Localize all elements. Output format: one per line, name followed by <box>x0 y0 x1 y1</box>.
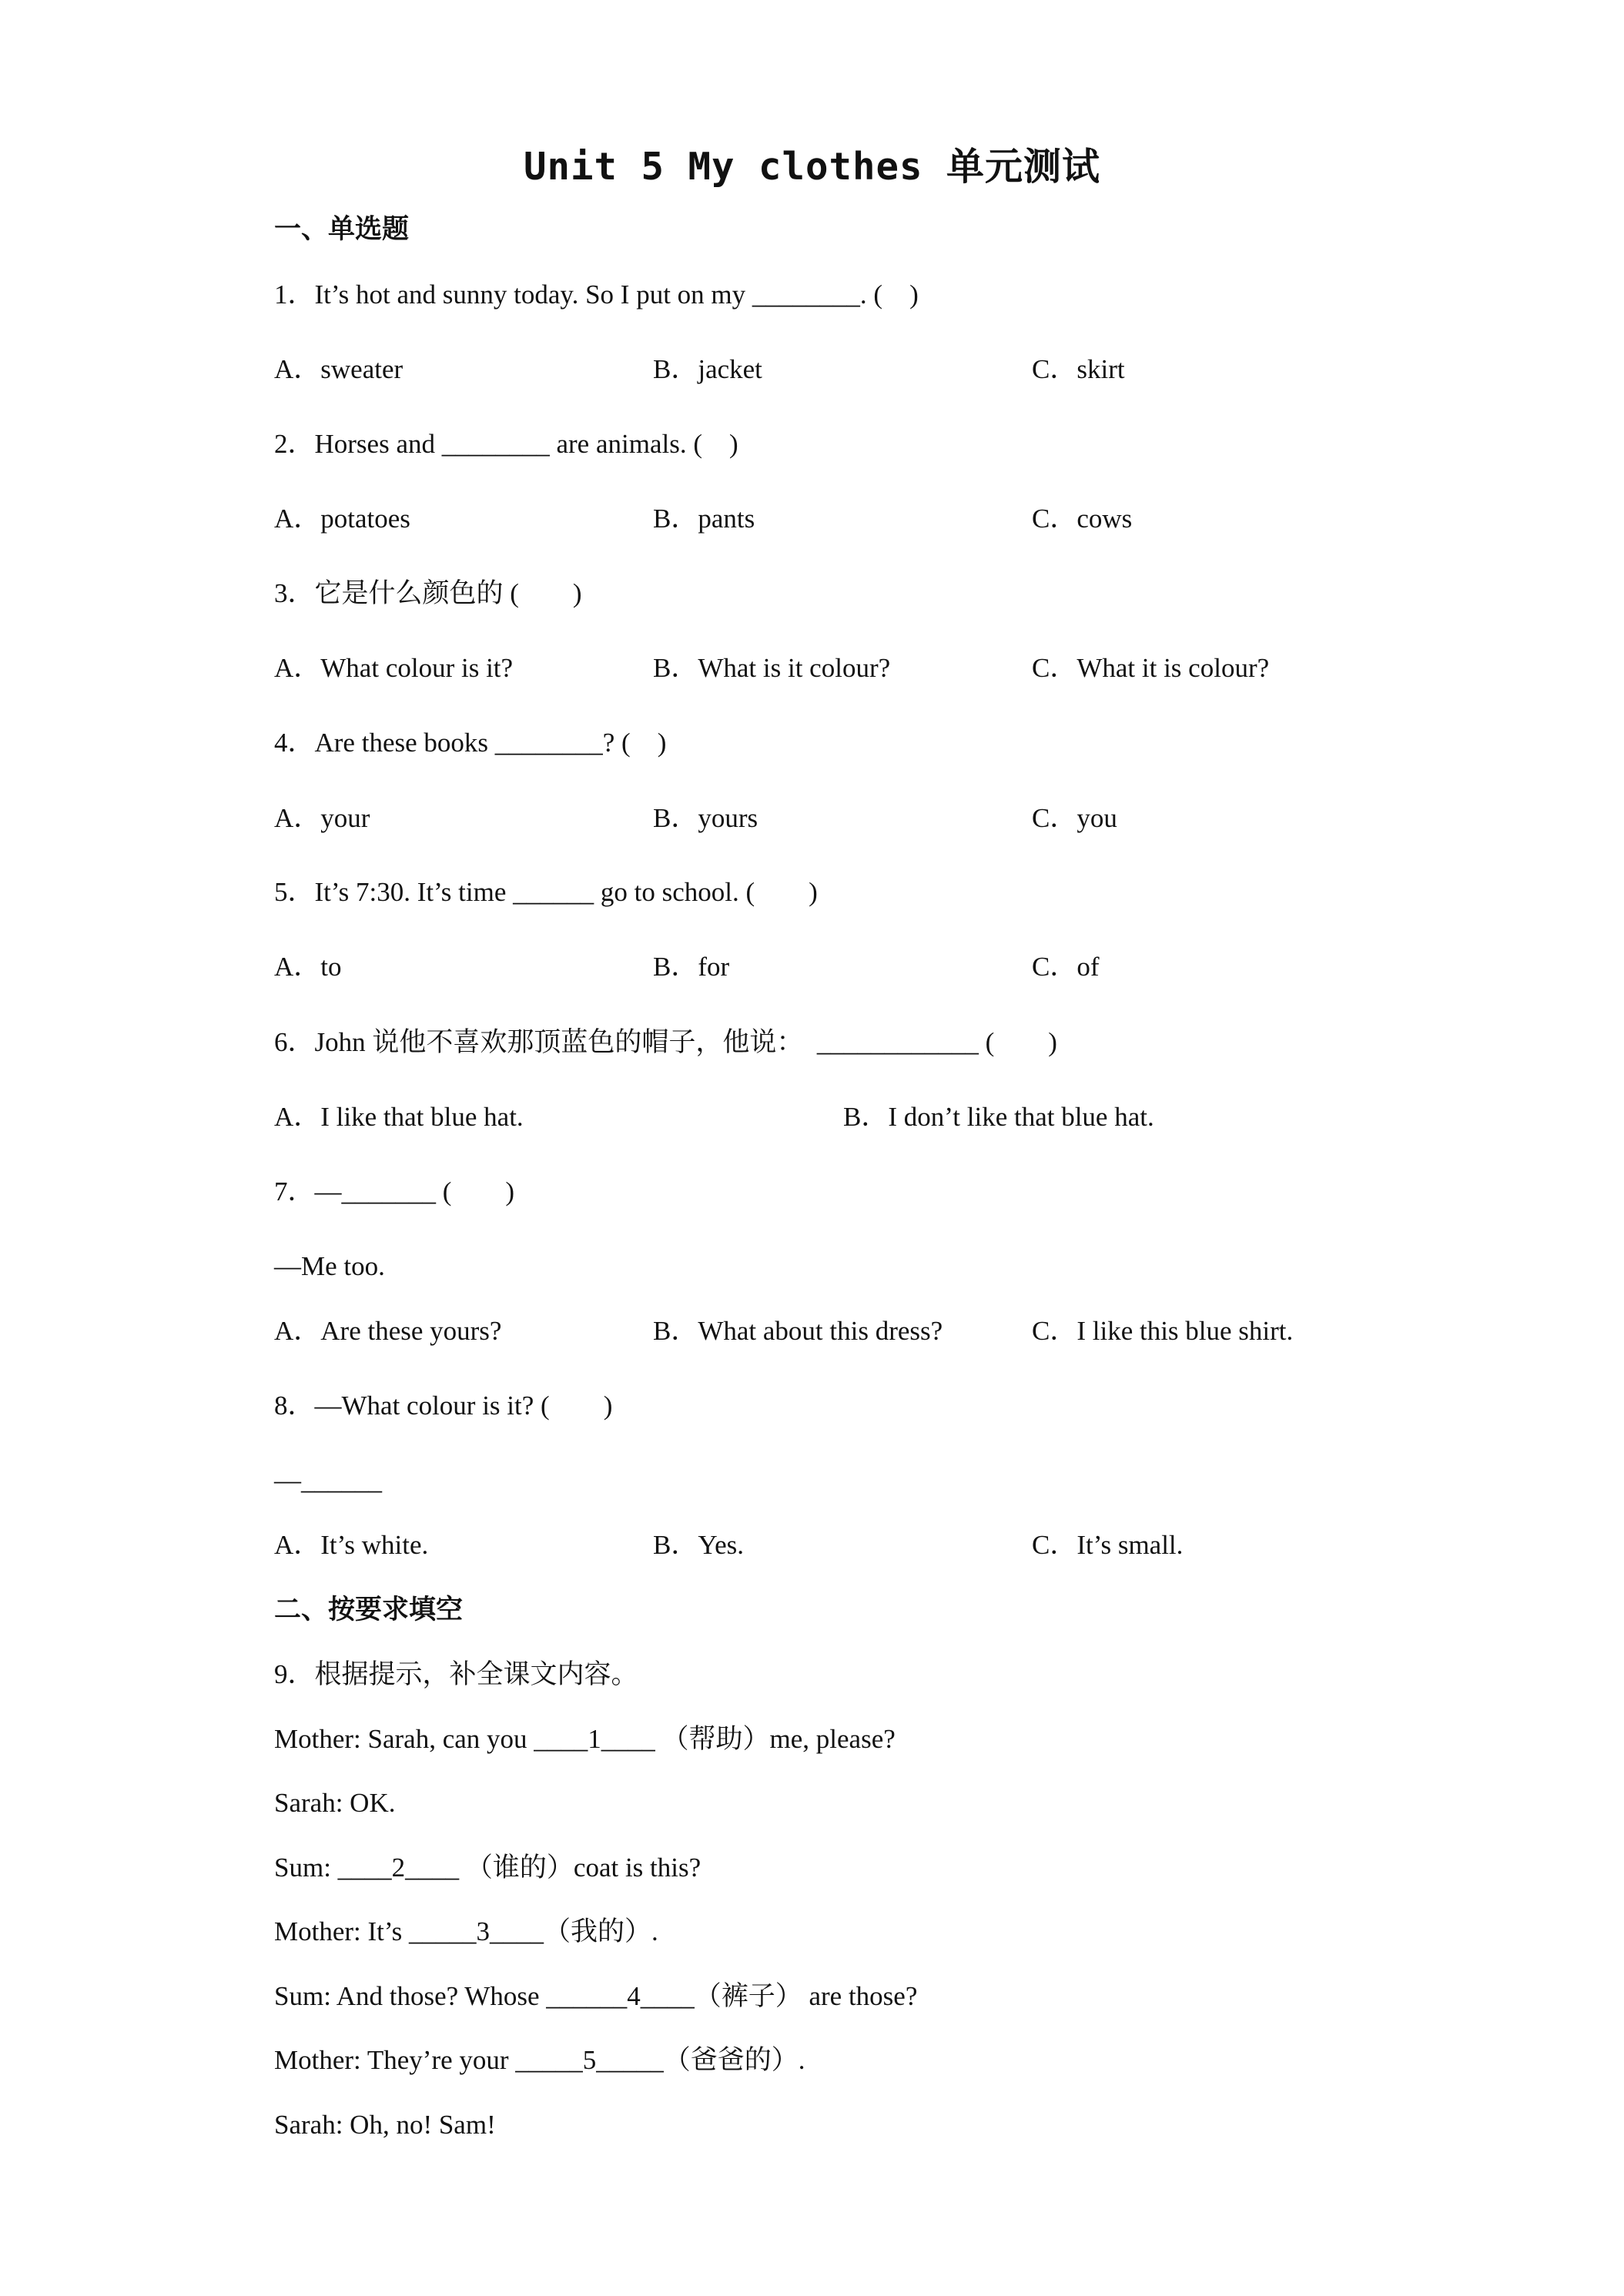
question-3-option-b: B．What is it colour? <box>653 653 891 683</box>
question-8-stem: 8．—What colour is it? ( ) <box>274 1391 613 1421</box>
question-2-option-b: B．pants <box>653 504 755 534</box>
question-6-option-b: B．I don’t like that blue hat. <box>843 1102 1154 1132</box>
question-6-option-a: A．I like that blue hat. <box>274 1102 524 1132</box>
dialogue-line-2: Sarah: OK. <box>274 1788 396 1818</box>
dialogue-line-5: Sum: And those? Whose ______4____（裤子） are those? <box>274 1981 918 2011</box>
section-heading-single-choice: 一、单选题 <box>274 214 410 245</box>
question-1-option-a: A．sweater <box>274 354 403 384</box>
question-8-option-a: A．It’s white. <box>274 1530 429 1560</box>
question-2-stem: 2．Horses and ________ are animals. ( ) <box>274 429 738 459</box>
question-1-option-c: C．skirt <box>1032 354 1125 384</box>
section-heading-fill-in: 二、按要求填空 <box>274 1595 464 1625</box>
question-3-option-c: C．What it is colour? <box>1032 653 1270 683</box>
question-7-stem: 7．—_______ ( ) <box>274 1176 515 1207</box>
dialogue-line-4: Mother: It’s _____3____（我的）. <box>274 1916 658 1946</box>
question-7-option-c: C．I like this blue shirt. <box>1032 1316 1294 1346</box>
question-2-option-c: C．cows <box>1032 504 1133 534</box>
question-7-option-a: A．Are these yours? <box>274 1316 502 1346</box>
question-5-option-b: B．for <box>653 952 730 982</box>
page-title: Unit 5 My clothes 单元测试 <box>523 145 1100 189</box>
dialogue-line-3: Sum: ____2____ （谁的）coat is this? <box>274 1853 702 1883</box>
question-7-option-b: B．What about this dress? <box>653 1316 943 1346</box>
question-1-stem: 1．It’s hot and sunny today. So I put on my ________. ( ) <box>274 279 919 310</box>
question-8-option-c: C．It’s small. <box>1032 1530 1184 1560</box>
question-4-option-c: C．you <box>1032 803 1117 833</box>
question-8-reply: —______ <box>274 1465 382 1495</box>
dialogue-line-7: Sarah: Oh, no! Sam! <box>274 2110 496 2140</box>
question-5-option-a: A．to <box>274 952 342 982</box>
question-1-option-b: B．jacket <box>653 354 762 384</box>
question-2-option-a: A．potatoes <box>274 504 410 534</box>
question-5-stem: 5．It’s 7:30. It’s time ______ go to school. ( ) <box>274 877 818 907</box>
question-8-option-b: B．Yes. <box>653 1530 745 1560</box>
dialogue-line-6: Mother: They’re your _____5_____（爸爸的）. <box>274 2045 805 2075</box>
question-9-stem: 9．根据提示，补全课文内容。 <box>274 1659 638 1689</box>
question-4-stem: 4．Are these books ________? ( ) <box>274 728 667 758</box>
question-4-option-b: B．yours <box>653 803 758 833</box>
question-4-option-a: A．your <box>274 803 370 833</box>
question-5-option-c: C．of <box>1032 952 1100 982</box>
question-7-reply: —Me too. <box>274 1251 385 1281</box>
dialogue-line-1: Mother: Sarah, can you ____1____ （帮助）me, please? <box>274 1724 896 1754</box>
question-3-stem: 3．它是什么颜色的 ( ) <box>274 578 582 608</box>
question-3-option-a: A．What colour is it? <box>274 653 514 683</box>
question-6-stem: 6．John 说他不喜欢那顶蓝色的帽子，他说： ____________ ( ) <box>274 1027 1057 1057</box>
